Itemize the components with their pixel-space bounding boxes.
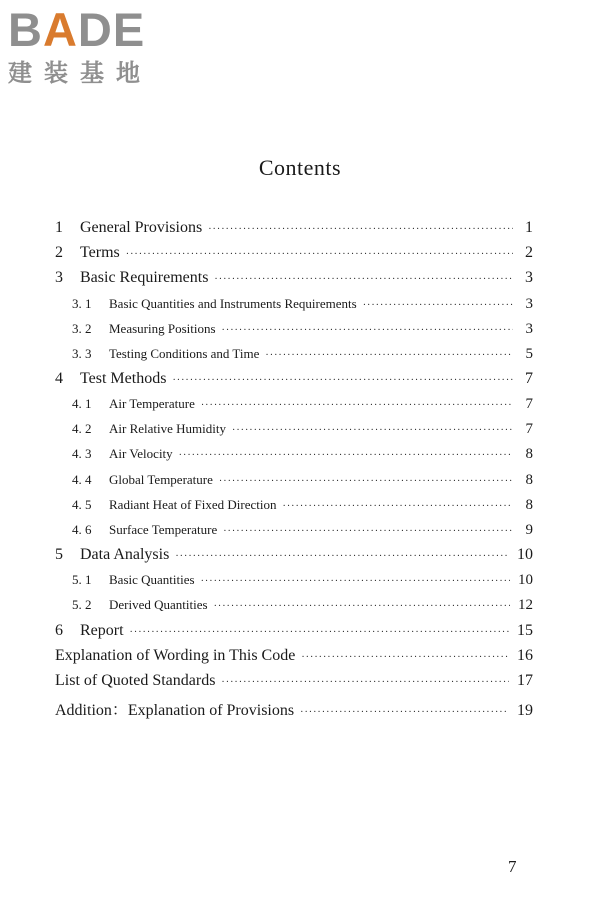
toc-entry-title: Measuring Positions bbox=[109, 321, 216, 336]
toc-entry-number: 3. 1 bbox=[72, 296, 92, 311]
toc-entry-title: Testing Conditions and Time bbox=[109, 346, 260, 361]
toc-entry-number: 1 bbox=[55, 219, 63, 236]
toc-entry-page: 9 bbox=[525, 522, 533, 538]
brand-logo bbox=[8, 3, 183, 88]
toc-entry-number: 4 bbox=[55, 370, 63, 387]
toc-entry-title: General Provisions bbox=[80, 219, 203, 236]
toc-entry[interactable] bbox=[55, 622, 533, 640]
dot-leader bbox=[363, 300, 513, 311]
toc-entry-number: 4. 2 bbox=[72, 421, 92, 436]
toc-entry-page: 8 bbox=[525, 497, 533, 513]
toc-entry-title: Report bbox=[80, 622, 124, 639]
toc-entry-page: 7 bbox=[525, 396, 533, 412]
toc-entry-page: 19 bbox=[517, 702, 533, 719]
toc-entry-number: 5 bbox=[55, 546, 63, 563]
brand-wordmark: BADE bbox=[8, 3, 146, 56]
toc-entry-page: 7 bbox=[525, 370, 533, 387]
toc-entry-title: List of Quoted Standards bbox=[55, 672, 216, 689]
toc-entry-page: 2 bbox=[525, 244, 533, 261]
toc-entry[interactable] bbox=[55, 697, 533, 720]
dot-leader bbox=[179, 450, 513, 461]
dot-leader bbox=[223, 526, 513, 537]
toc-entry-number: 3. 3 bbox=[72, 346, 92, 361]
toc-entry-title: Explanation of Wording in This Code bbox=[55, 647, 296, 664]
dot-leader bbox=[222, 325, 513, 336]
toc-entry[interactable] bbox=[55, 672, 533, 690]
dot-leader bbox=[172, 375, 513, 386]
toc-entry-number: 5. 1 bbox=[72, 572, 92, 587]
toc-entry-page: 3 bbox=[525, 296, 533, 312]
toc-entry-number: 5. 2 bbox=[72, 597, 92, 612]
toc-entry[interactable] bbox=[72, 522, 533, 539]
toc-entry-title: Basic Quantities bbox=[109, 572, 195, 587]
dot-leader bbox=[300, 707, 509, 718]
dot-leader bbox=[201, 576, 510, 587]
toc-entry-page: 8 bbox=[525, 446, 533, 462]
toc-entry-page: 5 bbox=[525, 346, 533, 362]
toc-entry-number: 4. 4 bbox=[72, 472, 92, 487]
toc-entry-title: Basic Quantities and Instruments Requirements bbox=[109, 296, 357, 311]
toc-entry[interactable] bbox=[55, 370, 533, 388]
brand-chinese-name: 建装基地 bbox=[8, 59, 152, 87]
toc-entry-page: 3 bbox=[525, 321, 533, 337]
toc-entry-page: 15 bbox=[517, 622, 533, 639]
toc-entry-title: Surface Temperature bbox=[109, 522, 218, 537]
toc-entry[interactable] bbox=[72, 497, 533, 514]
toc-entry-number: 3. 2 bbox=[72, 321, 92, 336]
dot-leader bbox=[175, 551, 509, 562]
toc-entry-number: 4. 5 bbox=[72, 497, 92, 512]
page-number: 7 bbox=[508, 857, 517, 876]
toc-entry[interactable] bbox=[55, 546, 533, 564]
toc-entry[interactable] bbox=[72, 597, 533, 614]
toc-entry[interactable] bbox=[72, 321, 533, 338]
dot-leader bbox=[301, 652, 509, 663]
toc-entry-page: 10 bbox=[518, 572, 533, 588]
toc-entry[interactable] bbox=[72, 446, 533, 463]
toc-entry[interactable] bbox=[72, 572, 533, 589]
toc-entry-title: Addition：Explanation of Provisions bbox=[55, 702, 295, 719]
toc-entry[interactable] bbox=[72, 396, 533, 413]
toc-entry-page: 12 bbox=[518, 597, 533, 613]
toc-entry-page: 10 bbox=[517, 546, 533, 563]
toc-entry-number: 2 bbox=[55, 244, 63, 261]
toc-entry[interactable] bbox=[72, 472, 533, 489]
page-title: Contents bbox=[258, 155, 342, 180]
toc-entry-title: Air Temperature bbox=[109, 396, 195, 411]
toc-entry[interactable] bbox=[55, 244, 533, 262]
toc-entry-title: Test Methods bbox=[80, 370, 167, 387]
toc-entry-number: 6 bbox=[55, 622, 63, 639]
toc-entry-number: 4. 1 bbox=[72, 396, 92, 411]
toc-entry[interactable] bbox=[55, 647, 533, 665]
toc-entry-page: 1 bbox=[525, 219, 533, 236]
toc-entry-page: 7 bbox=[525, 421, 533, 437]
toc-entry[interactable] bbox=[55, 269, 533, 287]
dot-leader bbox=[208, 224, 513, 235]
dot-leader bbox=[126, 249, 513, 260]
dot-leader bbox=[265, 350, 513, 361]
toc-entry-title: Data Analysis bbox=[80, 546, 170, 563]
toc-entry[interactable] bbox=[72, 346, 533, 363]
dot-leader bbox=[221, 677, 509, 688]
toc-entry-title: Basic Requirements bbox=[80, 269, 209, 286]
dot-leader bbox=[283, 501, 513, 512]
toc-entry-title: Radiant Heat of Fixed Direction bbox=[109, 497, 277, 512]
toc-entry-title: Air Velocity bbox=[109, 446, 173, 461]
toc-entry-page: 16 bbox=[517, 647, 533, 664]
dot-leader bbox=[214, 601, 510, 612]
dot-leader bbox=[214, 274, 513, 285]
toc-entry-title: Global Temperature bbox=[109, 472, 213, 487]
dot-leader bbox=[130, 627, 509, 638]
toc-entry-title: Terms bbox=[80, 244, 120, 261]
toc-entry-page: 17 bbox=[517, 672, 533, 689]
toc-entry-page: 3 bbox=[525, 269, 533, 286]
toc-entry-number: 4. 3 bbox=[72, 446, 92, 461]
toc-entry-number: 4. 6 bbox=[72, 522, 92, 537]
toc-entry-title: Derived Quantities bbox=[109, 597, 208, 612]
dot-leader bbox=[219, 476, 513, 487]
dot-leader bbox=[201, 400, 513, 411]
toc-entry[interactable] bbox=[72, 296, 533, 313]
toc-entry-number: 3 bbox=[55, 269, 63, 286]
toc-entry-page: 8 bbox=[525, 472, 533, 488]
dot-leader bbox=[232, 425, 513, 436]
toc-entry[interactable] bbox=[72, 421, 533, 438]
toc-entry[interactable] bbox=[55, 219, 533, 237]
toc-entry-title: Air Relative Humidity bbox=[109, 421, 226, 436]
